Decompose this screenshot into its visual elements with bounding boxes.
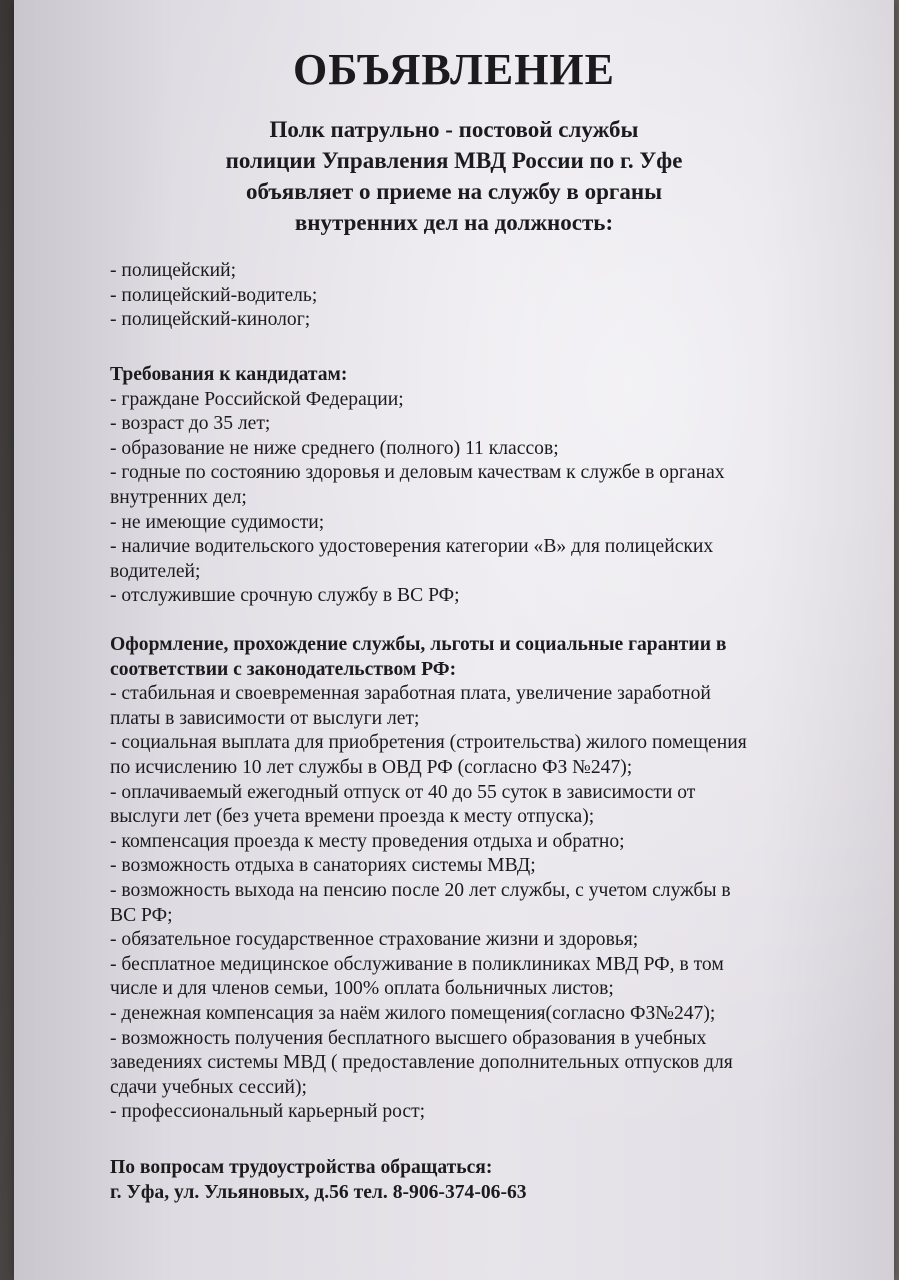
benefit-line: - возможность получения бесплатного высшего образования в учебных [110, 1027, 707, 1049]
requirement-line: - годные по состоянию здоровья и деловым качествам к службе в органах [110, 462, 725, 484]
position-item: - полицейский-кинолог; [110, 309, 311, 331]
benefit-line: - обязательное государственное страхование жизни и здоровья; [110, 929, 639, 951]
benefit-line: числе и для членов семьи, 100% оплата больничных листов; [110, 978, 614, 1000]
benefit-line: - стабильная и своевременная заработная плата, увеличение заработной [110, 683, 711, 705]
requirement-line: - возраст до 35 лет; [110, 413, 271, 435]
requirement-line: водителей; [110, 560, 201, 582]
benefits-section [110, 633, 830, 1125]
announcement-subtitle [14, 114, 894, 238]
benefit-line: выслуги лет (без учета времени проезда к месту отпуска); [110, 806, 595, 828]
requirement-line: - не имеющие судимости; [110, 511, 325, 533]
benefit-line: ВС РФ; [110, 904, 173, 926]
subtitle-line: Полк патрульно - постовой службы [269, 117, 639, 142]
subtitle-line: внутренних дел на должность: [294, 210, 614, 235]
contacts-heading: По вопросам трудоустройства обращаться: [110, 1157, 493, 1178]
requirements-heading: Требования к кандидатам: [110, 364, 348, 385]
requirement-line: - отслужившие срочную службу в ВС РФ; [110, 585, 460, 607]
benefits-heading: Оформление, прохождение службы, льготы и социальные гарантии в [110, 634, 727, 655]
benefit-line: - денежная компенсация за наём жилого помещения(согласно ФЗ№247); [110, 1002, 716, 1024]
benefit-line: - возможность выхода на пенсию после 20 лет службы, с учетом службы в [110, 879, 731, 901]
positions-list [110, 259, 830, 333]
benefit-line: сдачи учебных сессий); [110, 1076, 307, 1098]
position-item: - полицейский; [110, 260, 237, 281]
subtitle-line: полиции Управления МВД России по г. Уфе [225, 148, 683, 173]
announcement-sheet [14, 0, 894, 1280]
benefit-line: - профессиональный карьерный рост; [110, 1101, 426, 1123]
position-item: - полицейский-водитель; [110, 284, 318, 306]
benefit-line: - оплачиваемый ежегодный отпуск от 40 до 55 суток в зависимости от [110, 781, 696, 803]
requirements-section [110, 363, 830, 609]
benefit-line: заведениях системы МВД ( предоставление дополнительных отпусков для [110, 1052, 733, 1074]
benefit-line: платы в зависимости от выслуги лет; [110, 707, 420, 729]
contacts-section [110, 1156, 830, 1205]
benefit-line: - социальная выплата для приобретения (строительства) жилого помещения [110, 732, 747, 754]
benefits-heading: соответствии с законодательством РФ: [110, 658, 457, 680]
contacts-address-phone: г. Уфа, ул. Ульяновых, д.56 тел. 8-906-374-06-63 [110, 1181, 527, 1203]
benefit-line: - возможность отдыха в санаториях системы МВД; [110, 855, 536, 877]
subtitle-line: объявляет о приеме на службу в органы [245, 179, 663, 204]
requirement-line: - наличие водительского удостоверения категории «В» для полицейских [110, 536, 714, 558]
announcement-title: ОБЪЯВЛЕНИЕ [292, 45, 616, 94]
requirement-line: - образование не ниже среднего (полного) 11 классов; [110, 437, 559, 459]
benefit-line: - компенсация проезда к месту проведения отдыха и обратно; [110, 830, 625, 852]
benefit-line: по исчислению 10 лет службы в ОВД РФ (согласно ФЗ №247); [110, 756, 633, 778]
requirement-line: внутренних дел; [110, 486, 247, 508]
requirement-line: - граждане Российской Федерации; [110, 388, 404, 410]
benefit-line: - бесплатное медицинское обслуживание в поликлиниках МВД РФ, в том [110, 953, 724, 975]
